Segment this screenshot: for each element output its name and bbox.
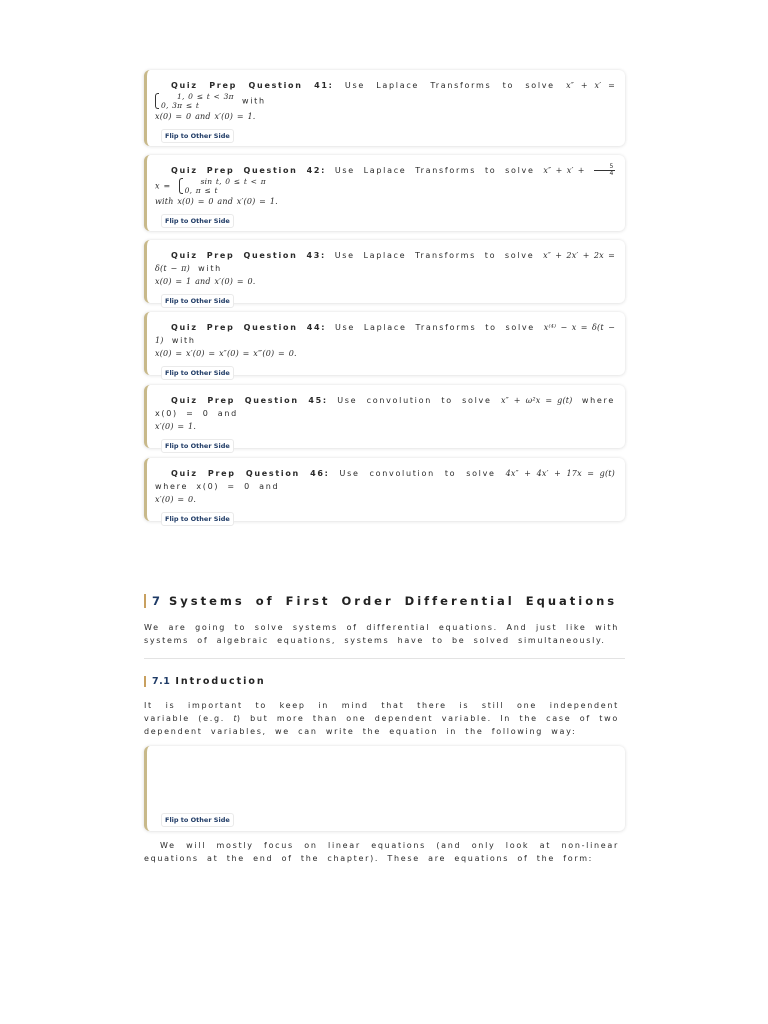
- flip-to-other-side-button[interactable]: Flip to Other Side: [161, 439, 234, 453]
- section-heading: [144, 594, 617, 608]
- flip-to-other-side-button[interactable]: Flip to Other Side: [161, 129, 234, 143]
- section-intro-paragraph: We are going to solve systems of differential equations. And just like with systems of algebraic equations, systems have to be solved simultaneously.: [144, 623, 619, 645]
- flip-to-other-side-button[interactable]: Flip to Other Side: [161, 512, 234, 526]
- introduction-paragraph: It is important to keep in mind that there is still one independent variable (e.g. t) but more than one dependent variable. In the case of two dependent variables, we can write the equation in the following way:: [144, 701, 619, 736]
- quiz-card-41: [144, 70, 625, 146]
- quiz-question-label: Quiz Prep Question 44:: [171, 323, 327, 332]
- flip-to-other-side-button[interactable]: Flip to Other Side: [161, 214, 234, 228]
- subsection-heading: [144, 676, 266, 687]
- flip-to-other-side-button[interactable]: Flip to Other Side: [161, 294, 234, 308]
- quiz-card-45: [144, 385, 625, 448]
- divider: [144, 658, 625, 659]
- flip-to-other-side-button[interactable]: Flip to Other Side: [161, 813, 234, 827]
- quiz-question-label: Quiz Prep Question 43:: [171, 251, 326, 260]
- section-title: Systems of First Order Differential Equations: [169, 594, 618, 608]
- quiz-question-text: Quiz Prep Question 42: Use Laplace Transforms to solve x″ + x′ + $\frac{5}{4}$ x = sin t, 0 ≤ t < π 0, π ≤ t with x(0) = 0 and x′(0) = 1.: [155, 163, 616, 206]
- quiz-question-label: Quiz Prep Question 45:: [171, 396, 328, 405]
- linear-equations-paragraph: We will mostly focus on linear equations (and only look at non-linear equations at the end of the chapter). These are equations of the form:: [144, 841, 619, 863]
- quiz-card-44: [144, 312, 625, 375]
- quiz-question-label: Quiz Prep Question 42:: [171, 166, 327, 175]
- quiz-question-text: Quiz Prep Question 46: Use convolution to solve 4x″ + 4x′ + 17x = g(t) where x(0) = 0 and x′(0) = 0.: [155, 469, 615, 504]
- quiz-card-42: [144, 155, 625, 231]
- subsection-number: 7.1: [152, 676, 171, 687]
- quiz-question-label: Quiz Prep Question 41:: [171, 81, 334, 90]
- quiz-card-46: [144, 458, 625, 521]
- equation-flip-card: [144, 746, 625, 831]
- subsection-title: Introduction: [175, 676, 266, 687]
- quiz-question-text: Quiz Prep Question 44: Use Laplace Transforms to solve x⁽⁴⁾ − x = δ(t − 1) with x(0) = x′(0) = x″(0) = x‴(0) = 0.: [155, 323, 616, 358]
- piecewise-function: 1, 0 ≤ t < 3π 0, 3π ≤ t: [155, 92, 234, 110]
- quiz-question-text: Quiz Prep Question 41: Use Laplace Transforms to solve x″ + x′ = 1, 0 ≤ t < 3π 0, 3π ≤ t with x(0) = 0 and x′(0) = 1.: [155, 81, 615, 121]
- quiz-question-text: Quiz Prep Question 43: Use Laplace Transforms to solve x″ + 2x′ + 2x = δ(t − π) with x(0) = 1 and x′(0) = 0.: [155, 251, 616, 286]
- quiz-question-text: Quiz Prep Question 45: Use convolution to solve x″ + ω²x = g(t) where x(0) = 0 and x′(0) = 1.: [155, 396, 615, 431]
- section-number: 7: [152, 594, 164, 608]
- quiz-card-43: [144, 240, 625, 303]
- flip-to-other-side-button[interactable]: Flip to Other Side: [161, 366, 234, 380]
- fraction: $\frac{5}{4}$: [594, 164, 616, 177]
- card-blank-area: [155, 755, 615, 807]
- quiz-question-label: Quiz Prep Question 46:: [171, 469, 330, 478]
- piecewise-function: sin t, 0 ≤ t < π 0, π ≤ t: [179, 177, 266, 195]
